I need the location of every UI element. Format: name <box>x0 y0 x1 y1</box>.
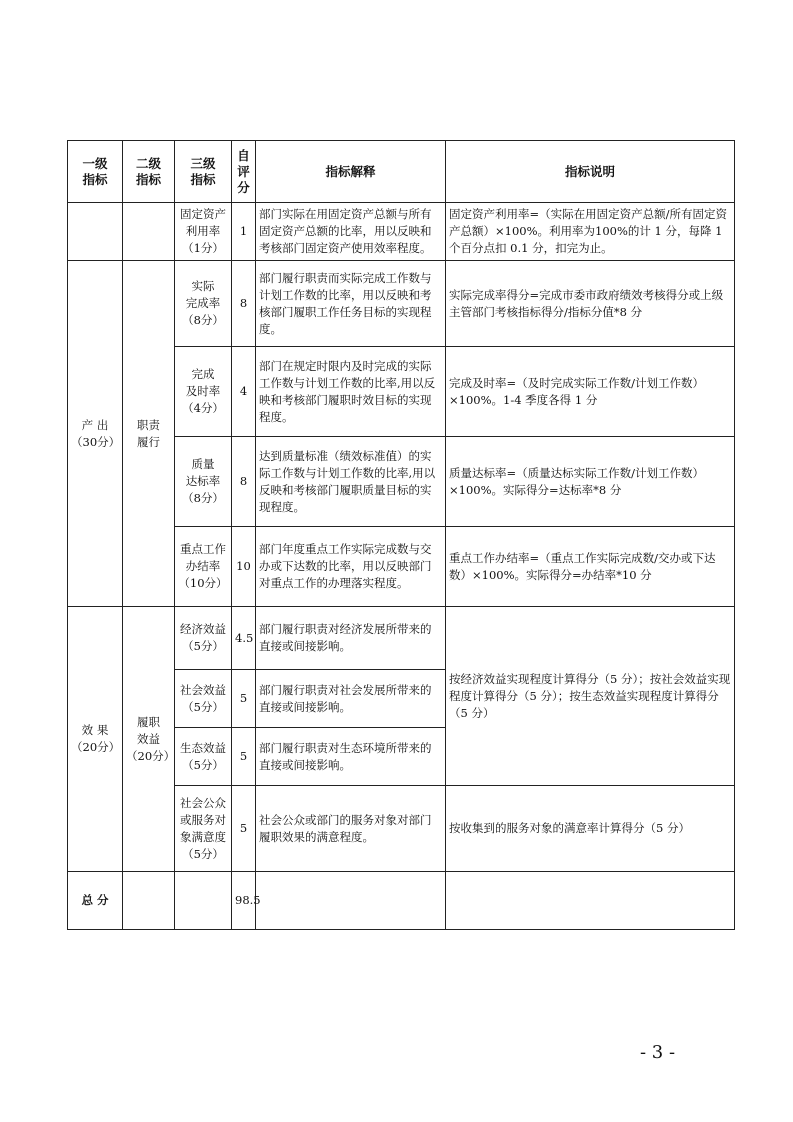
total-label: 总 分 <box>68 872 123 930</box>
empty-cell <box>256 872 446 930</box>
self-score: 4 <box>232 347 256 437</box>
total-score: 98.5 <box>232 872 256 930</box>
empty-cell <box>175 872 232 930</box>
indicator-explanation: 部门在规定时限内及时完成的实际工作数与计划工作数的比率,用以反映和考核部门履职时效目标的实现程度。 <box>256 347 446 437</box>
indicator-description: 实际完成率得分=完成市委市政府绩效考核得分或上级主管部门考核指标得分/指标分值*8 分 <box>446 261 735 347</box>
self-score: 5 <box>232 670 256 728</box>
self-score: 8 <box>232 437 256 527</box>
level3-label: 社会公众 或服务对 象满意度 （5分） <box>175 786 232 872</box>
level3-label: 生态效益 （5分） <box>175 728 232 786</box>
indicator-description: 按经济效益实现程度计算得分（5 分）；按社会效益实现程度计算得分（5 分）；按生态效益实现程度计算得分（5 分） <box>446 607 735 786</box>
indicator-explanation: 部门履行职责对社会发展所带来的直接或间接影响。 <box>256 670 446 728</box>
empty-cell <box>446 872 735 930</box>
header-description: 指标说明 <box>446 141 735 203</box>
level3-label: 重点工作 办结率 （10分） <box>175 527 232 607</box>
indicator-description: 质量达标率=（质量达标实际工作数/计划工作数）×100%。实际得分=达标率*8 分 <box>446 437 735 527</box>
indicator-explanation: 部门实际在用固定资产总额与所有固定资产总额的比率，用以反映和考核部门固定资产使用效率程度。 <box>256 203 446 261</box>
level3-label: 质量 达标率 （8分） <box>175 437 232 527</box>
indicator-description: 重点工作办结率=（重点工作实际完成数/交办或下达数）×100%。实际得分=办结率*10 分 <box>446 527 735 607</box>
page-number: - 3 - <box>640 1042 676 1063</box>
level3-label: 实际 完成率 （8分） <box>175 261 232 347</box>
level1-label: 产 出 （30分） <box>68 261 123 607</box>
empty-cell <box>68 203 123 261</box>
header-self-score: 自 评 分 <box>232 141 256 203</box>
level1-label: 效 果 （20分） <box>68 607 123 872</box>
level3-label: 社会效益 （5分） <box>175 670 232 728</box>
self-score: 10 <box>232 527 256 607</box>
indicator-description: 按收集到的服务对象的满意率计算得分（5 分） <box>446 786 735 872</box>
level2-label: 履职 效益 （20分） <box>123 607 175 872</box>
indicator-explanation: 达到质量标准（绩效标准值）的实际工作数与计划工作数的比率,用以反映和考核部门履职质量目标的实现程度。 <box>256 437 446 527</box>
indicator-explanation: 部门履行职责对生态环境所带来的直接或间接影响。 <box>256 728 446 786</box>
empty-cell <box>123 872 175 930</box>
self-score: 5 <box>232 728 256 786</box>
indicator-explanation: 社会公众或部门的服务对象对部门履职效果的满意程度。 <box>256 786 446 872</box>
indicator-explanation: 部门履行职责对经济发展所带来的直接或间接影响。 <box>256 607 446 670</box>
indicator-explanation: 部门年度重点工作实际完成数与交办或下达数的比率，用以反映部门对重点工作的办理落实程度。 <box>256 527 446 607</box>
empty-cell <box>123 203 175 261</box>
self-score: 8 <box>232 261 256 347</box>
header-level1: 一级 指标 <box>68 141 123 203</box>
level3-label: 经济效益 （5分） <box>175 607 232 670</box>
table-row <box>68 203 735 261</box>
level3-label: 固定资产 利用率 （1分） <box>175 203 232 261</box>
evaluation-table <box>67 140 735 930</box>
total-row <box>68 872 735 930</box>
self-score: 4.5 <box>232 607 256 670</box>
header-level3: 三级 指标 <box>175 141 232 203</box>
table-header-row <box>68 141 735 203</box>
indicator-description: 固定资产利用率=（实际在用固定资产总额/所有固定资产总额）×100%。利用率为100%的计 1 分，每降 1 个百分点扣 0.1 分，扣完为止。 <box>446 203 735 261</box>
level2-label: 职责 履行 <box>123 261 175 607</box>
header-explanation: 指标解释 <box>256 141 446 203</box>
indicator-description: 完成及时率=（及时完成实际工作数/计划工作数）×100%。1-4 季度各得 1 分 <box>446 347 735 437</box>
self-score: 5 <box>232 786 256 872</box>
level3-label: 完成 及时率 （4分） <box>175 347 232 437</box>
table-row <box>68 261 735 347</box>
table-row <box>68 607 735 670</box>
header-level2: 二级 指标 <box>123 141 175 203</box>
indicator-explanation: 部门履行职责而实际完成工作数与计划工作数的比率，用以反映和考核部门履职工作任务目标的实现程度。 <box>256 261 446 347</box>
self-score: 1 <box>232 203 256 261</box>
